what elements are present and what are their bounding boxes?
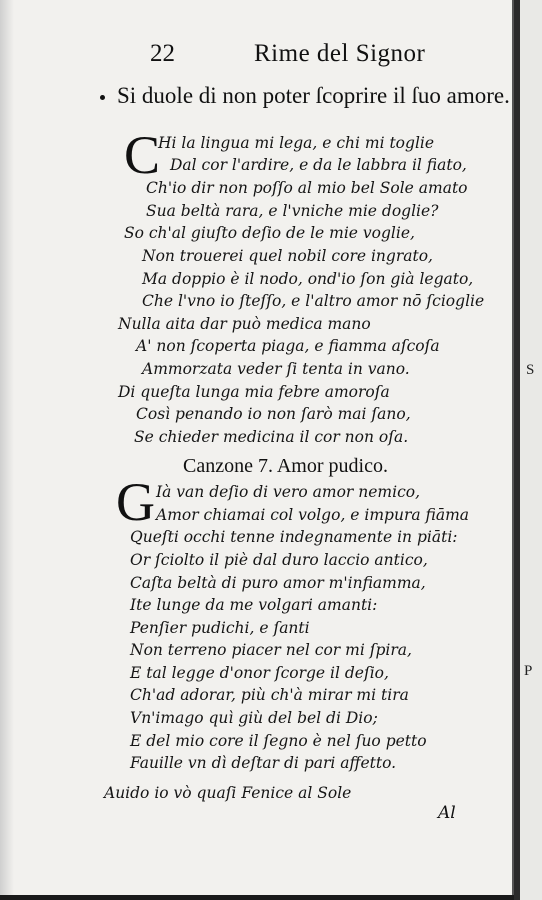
verse-line: A' non ſcoperta piaga, e fiamma aſcoſa <box>136 337 440 355</box>
sonnet-title-text: Si duole di non poter ſcoprire il ſuo amore. <box>117 83 510 108</box>
verse-line: Fauille vn dì deſtar di pari affetto. <box>130 754 397 772</box>
margin-letter-p: P <box>524 663 533 679</box>
verse-line: Ma doppio è il nodo, ond'io ſon già legato, <box>142 270 474 288</box>
sonnet-title <box>100 83 510 109</box>
verse-line: So ch'al giuſto deſio de le mie voglie, <box>124 224 415 242</box>
verse-line: Ch'ad adorar, più ch'à mirar mi tira <box>130 686 409 704</box>
verse-line: Hi la lingua mi lega, e chi mi toglie <box>158 134 435 152</box>
verse-line: Ch'io dir non poſſo al mio bel Sole amato <box>146 179 468 197</box>
facing-page-strip <box>520 0 542 900</box>
verse-line: Ite lunge da me volgari amanti: <box>130 596 378 614</box>
canzone-title: Canzone 7. Amor pudico. <box>183 455 388 477</box>
verse-line: E tal legge d'onor ſcorge il deſio, <box>130 664 389 682</box>
verse-line: Vn'imago quì giù del bel di Dio; <box>130 709 378 727</box>
verse-line: Nulla aita dar può medica mano <box>118 315 371 333</box>
stanza-start-line: Auido io vò quaſi Fenice al Sole <box>104 784 352 802</box>
verse-line: Di queſta lunga mia febre amoroſa <box>118 383 390 401</box>
running-head: Rime del Signor <box>254 40 426 67</box>
catchword: Al <box>438 803 456 823</box>
verse-line: Penſier pudichi, e ſanti <box>130 619 310 637</box>
verse-line: Non trouerei quel nobil core ingrato, <box>142 247 433 265</box>
verse-line: Così penando io non ſarò mai ſano, <box>136 405 411 423</box>
bullet-mark <box>100 95 105 100</box>
canzone-dropcap: G <box>116 472 155 532</box>
verse-line: Or ſciolto il piè dal duro laccio antico, <box>130 551 428 569</box>
verse-line: Che l'vno io ſteſſo, e l'altro amor nō ſcioglie <box>142 292 485 310</box>
verse-line: Ià van deſio di vero amor nemico, <box>156 483 421 501</box>
verse-line: Sua beltà rara, e l'vniche mie doglie? <box>146 202 439 220</box>
verse-line: Ammorzata veder ſi tenta in vano. <box>142 360 410 378</box>
verse-line: Dal cor l'ardire, e da le labbra il fiato, <box>170 156 467 174</box>
gutter-shadow <box>0 0 14 895</box>
verse-line: Se chieder medicina il cor non oſa. <box>134 428 409 446</box>
verse-line: Queſti occhi tenne indegnamente in piāti: <box>130 528 458 546</box>
margin-letter-s: S <box>526 362 535 378</box>
verse-line: Caſta beltà di puro amor m'infiamma, <box>130 574 426 592</box>
verse-line: E del mio core il ſegno è nel ſuo petto <box>130 732 427 750</box>
verse-line: Amor chiamai col volgo, e impura fiāma <box>156 506 470 524</box>
page-number: 22 <box>150 40 175 67</box>
verse-line: Non terreno piacer nel cor mi ſpira, <box>130 641 412 659</box>
sonnet-dropcap: C <box>124 125 161 185</box>
